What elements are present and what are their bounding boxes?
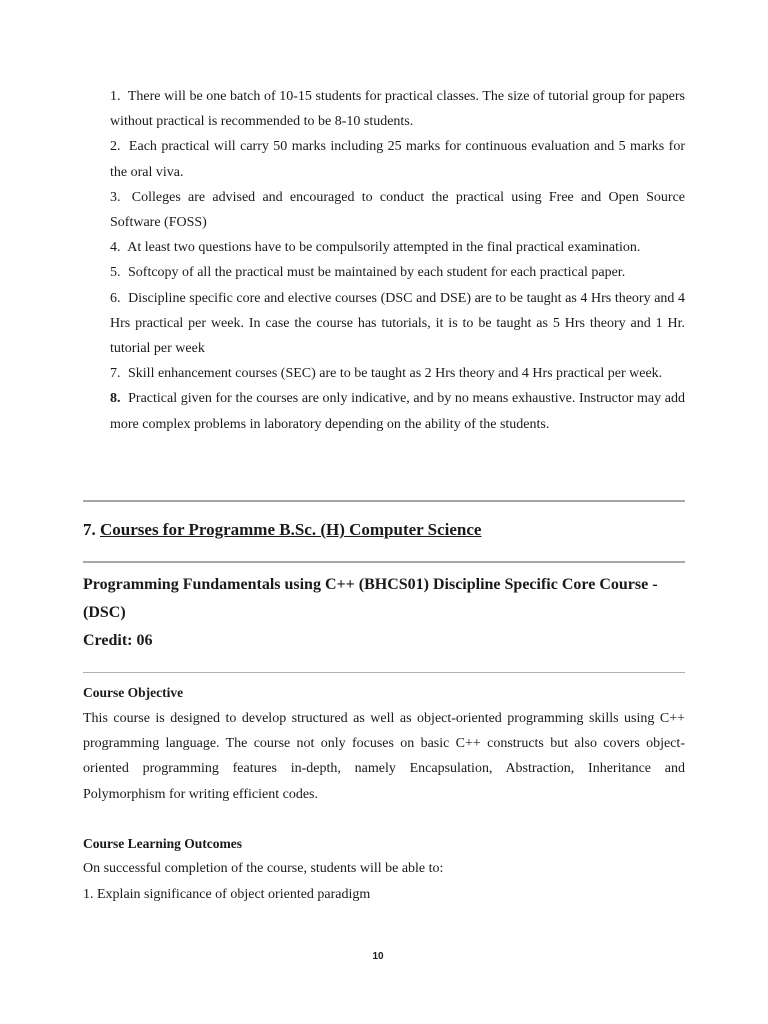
outcome-item: 1. Explain significance of object oriented paradigm [83,887,371,902]
note-text: Discipline specific core and elective courses (DSC and DSE) are to be taught as 4 Hrs theory and 4 Hrs practical per week. In case the course has tutorials, it is to be taught as 5 Hrs theory and 1 Hr. tutorial per week [110,290,686,357]
outcomes-heading: Course Learning Outcomes [83,836,242,851]
note-number: 6. [110,290,121,306]
course-credit: Credit: 06 [83,632,153,649]
note-number: 1. [110,89,121,104]
divider [83,500,685,502]
note-text: Skill enhancement courses (SEC) are to be taught as 2 Hrs theory and 4 Hrs practical per week. [128,366,663,382]
page-number: 10 [372,951,384,962]
note-number: 3. [110,189,121,205]
objective-text: This course is designed to develop structured as well as object-oriented programming skills using C++ programming language. The course not only focuses on basic C++ constructs but also covers object-oriented programming features in-depth, namely Encapsulation, Abstraction, Inheritance and Polymorphism for writing efficient codes. [83,711,685,802]
note-item [110,235,685,260]
note-item [110,260,685,285]
note-item [110,386,685,436]
section-number: 7. [83,520,96,539]
section-heading [83,517,481,543]
note-text: Colleges are advised and encouraged to conduct the practical using Free and Open Source Software (FOSS) [110,189,685,231]
note-number: 7. [110,366,121,382]
note-item [110,185,685,235]
divider [83,672,685,673]
section-title: Courses for Programme B.Sc. (H) Computer Science [100,520,482,539]
objective-heading: Course Objective [83,685,184,700]
course-heading [83,571,685,655]
note-number: 2. [110,139,121,155]
note-item [110,84,685,134]
practical-notes-list [110,84,685,437]
note-text: Practical given for the courses are only indicative, and by no means exhaustive. Instructor may add more complex problems in laboratory depending on the ability of the students. [110,391,685,432]
divider [83,561,685,563]
outcomes-intro: On successful completion of the course, students will be able to: [83,861,444,876]
note-item [110,361,685,386]
note-number: 5. [110,265,121,281]
note-text: At least two questions have to be compulsorily attempted in the final practical examination. [127,240,641,256]
note-text: Softcopy of all the practical must be maintained by each student for each practical paper. [128,265,626,281]
note-number: 8. [110,391,121,407]
note-number: 4. [110,240,121,256]
note-item [110,286,685,362]
course-title: Programming Fundamentals using C++ (BHCS01) Discipline Specific Core Course - (DSC) [83,576,658,621]
note-text: Each practical will carry 50 marks including 25 marks for continuous evaluation and 5 marks for the oral viva. [110,139,685,180]
note-text: There will be one batch of 10-15 students for practical classes. The size of tutorial group for papers without practical is recommended to be 8-10 students. [110,89,686,130]
note-item [110,134,685,184]
